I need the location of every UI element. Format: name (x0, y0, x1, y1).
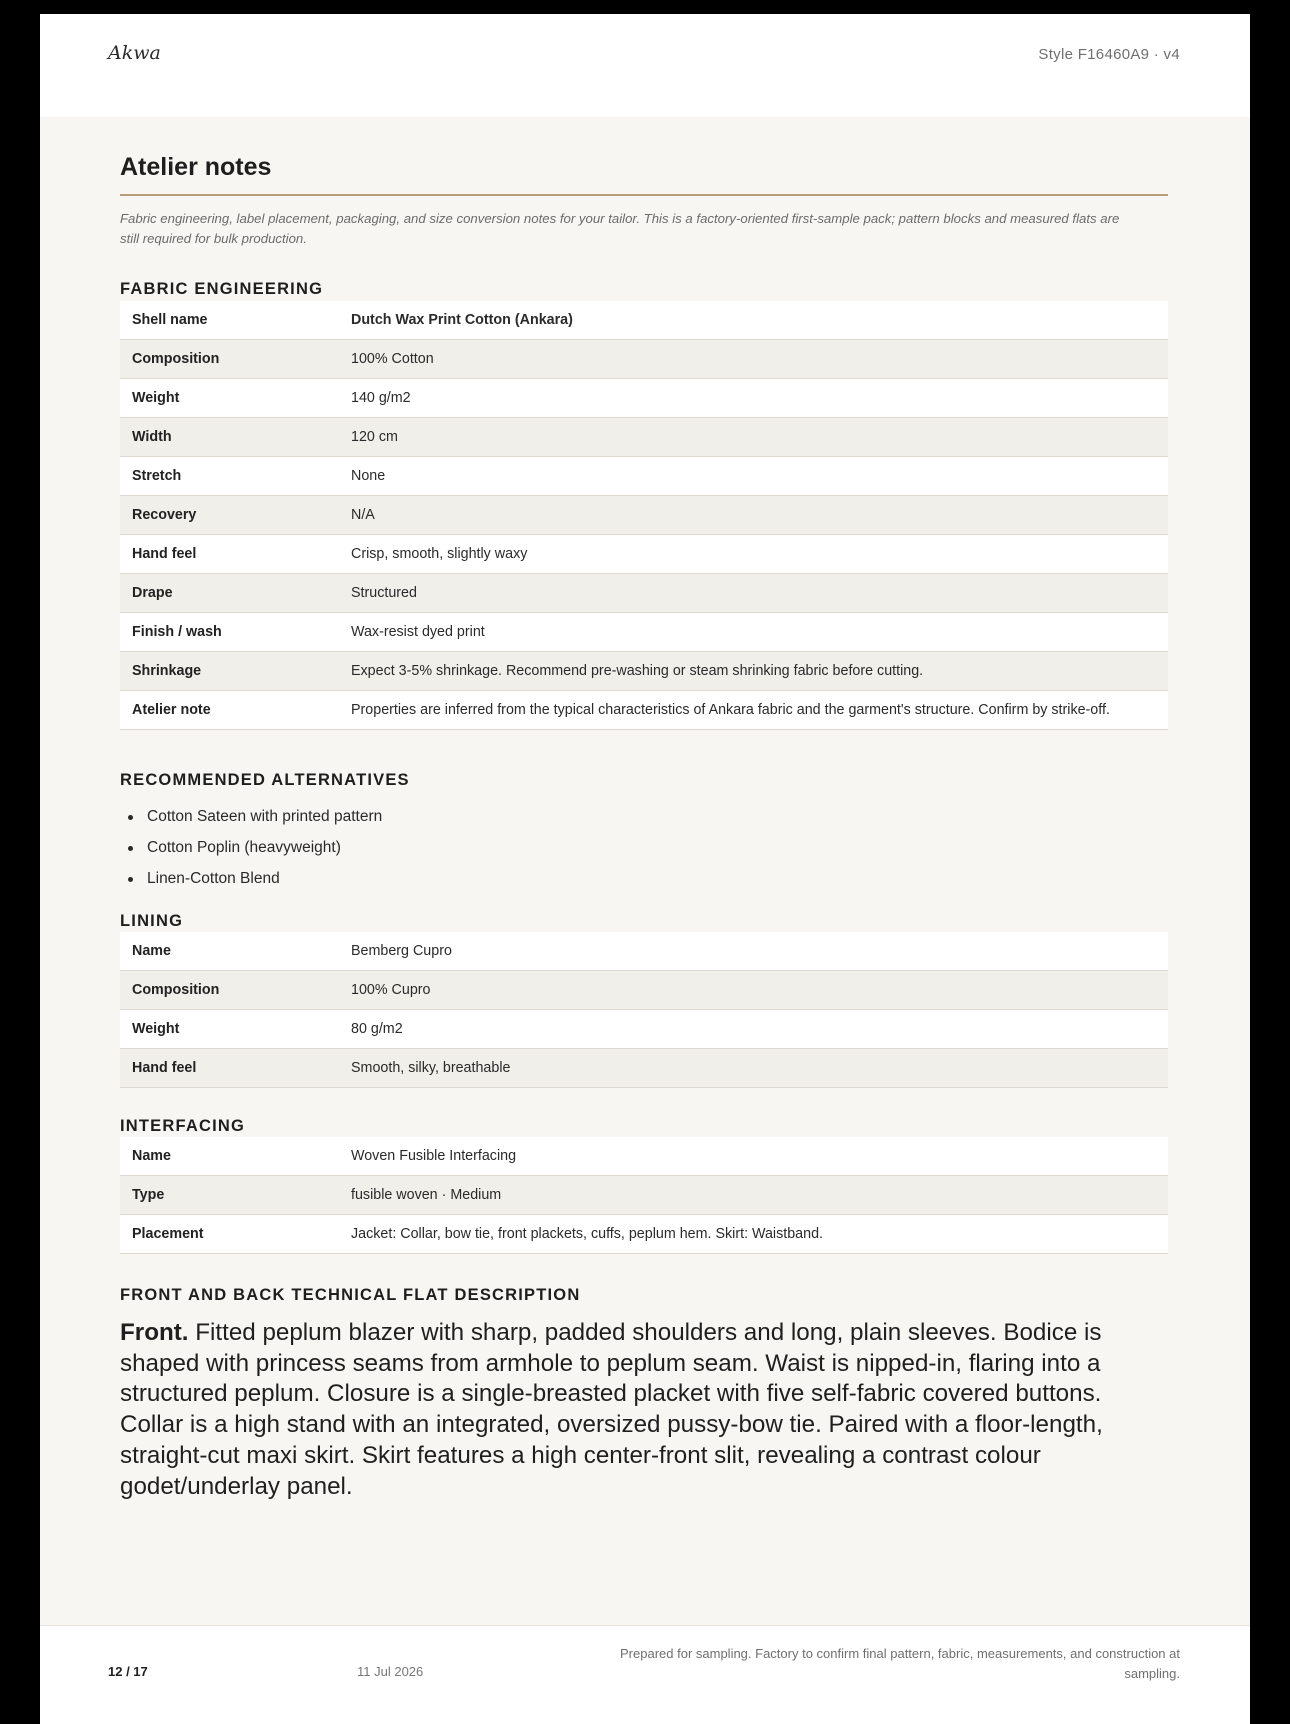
flat-lead: Front. (120, 1319, 189, 1346)
row-value: Properties are inferred from the typical characteristics of Ankara fabric and the garment's structure. Confirm by strike-off. (339, 691, 1168, 730)
row-key: Shell name (120, 301, 339, 340)
table-row (120, 457, 1168, 496)
row-value: 100% Cupro (339, 971, 1168, 1010)
footer-disclaimer: Prepared for sampling. Factory to confirm final pattern, fabric, measurements, and construction at sampling. (620, 1646, 1180, 1681)
table-row (120, 1176, 1168, 1215)
row-value: Wax-resist dyed print (339, 613, 1168, 652)
table-row (120, 1137, 1168, 1176)
interfacing-heading: INTERFACING (120, 1117, 246, 1135)
lining-table (120, 932, 1168, 1088)
row-value: N/A (339, 496, 1168, 535)
technical-flat-heading: FRONT AND BACK TECHNICAL FLAT DESCRIPTION (120, 1286, 581, 1304)
row-key: Hand feel (120, 1049, 339, 1088)
row-value: Bemberg Cupro (339, 932, 1168, 971)
row-value: Woven Fusible Interfacing (339, 1137, 1168, 1176)
row-key: Drape (120, 574, 339, 613)
row-key: Type (120, 1176, 339, 1215)
row-key: Stretch (120, 457, 339, 496)
row-key: Atelier note (120, 691, 339, 730)
row-key: Name (120, 1137, 339, 1176)
table-row (120, 971, 1168, 1010)
page-number: 12 / 17 (108, 1664, 148, 1679)
table-row (120, 652, 1168, 691)
table-row (120, 932, 1168, 971)
table-row (120, 1215, 1168, 1254)
row-key: Placement (120, 1215, 339, 1254)
row-value: Expect 3-5% shrinkage. Recommend pre-washing or steam shrinking fabric before cutting. (339, 652, 1168, 691)
document-date: 11 Jul 2026 (357, 1664, 424, 1679)
row-key: Name (120, 932, 339, 971)
row-value: 120 cm (339, 418, 1168, 457)
table-row (120, 1049, 1168, 1088)
row-value: 80 g/m2 (339, 1010, 1168, 1049)
row-value: fusible woven · Medium (339, 1176, 1168, 1215)
table-row (120, 301, 1168, 340)
table-row (120, 691, 1168, 730)
brand-logo-text: Akwa (108, 42, 161, 64)
lining-heading: LINING (120, 912, 184, 930)
row-value: Dutch Wax Print Cotton (Ankara) (339, 301, 1168, 340)
row-value: None (339, 457, 1168, 496)
row-key: Recovery (120, 496, 339, 535)
row-value: 140 g/m2 (339, 379, 1168, 418)
intro-note: Fabric engineering, label placement, packaging, and size conversion notes for your tailor. This is a factory-oriented first-sample pack; pattern blocks and measured flats are still required for bulk production. (120, 211, 1120, 246)
row-value: Jacket: Collar, bow tie, front plackets, cuffs, peplum hem. Skirt: Waistband. (339, 1215, 1168, 1254)
row-key: Finish / wash (120, 613, 339, 652)
page-title: Atelier notes (120, 153, 1168, 196)
fabric-engineering-table (120, 301, 1168, 730)
row-key: Width (120, 418, 339, 457)
page-footer (40, 1625, 1250, 1724)
table-row (120, 574, 1168, 613)
alternatives-list (120, 801, 720, 894)
table-row (120, 340, 1168, 379)
table-row (120, 1010, 1168, 1049)
document-page (40, 14, 1250, 1724)
page-header (40, 14, 1250, 117)
style-code: Style F16460A9 · v4 (1038, 46, 1180, 63)
table-row (120, 496, 1168, 535)
row-value: Structured (339, 574, 1168, 613)
row-value: Crisp, smooth, slightly waxy (339, 535, 1168, 574)
row-key: Composition (120, 340, 339, 379)
row-key: Weight (120, 1010, 339, 1049)
list-item: Cotton Poplin (heavyweight) (120, 832, 720, 863)
technical-flat-description (120, 1318, 1168, 1502)
row-key: Weight (120, 379, 339, 418)
table-row (120, 535, 1168, 574)
table-row (120, 613, 1168, 652)
table-row (120, 418, 1168, 457)
flat-text: Fitted peplum blazer with sharp, padded shoulders and long, plain sleeves. Bodice is shaped with princess seams from armhole to peplum seam. Waist is nipped-in, flaring into a structured peplum. Closure is a single-breasted placket with five self-fabric covered buttons. Collar is a high stand with an integrated, oversized pussy-bow tie. Paired with a floor-length, straight-cut maxi skirt. Skirt features a high center-front slit, revealing a contrast colour godet/underlay panel. (120, 1319, 1103, 1500)
row-value: 100% Cotton (339, 340, 1168, 379)
fabric-engineering-heading: FABRIC ENGINEERING (120, 280, 324, 298)
row-value: Smooth, silky, breathable (339, 1049, 1168, 1088)
list-item: Cotton Sateen with printed pattern (120, 801, 720, 832)
row-key: Shrinkage (120, 652, 339, 691)
row-key: Hand feel (120, 535, 339, 574)
list-item: Linen-Cotton Blend (120, 863, 720, 894)
recommended-alternatives-heading: RECOMMENDED ALTERNATIVES (120, 771, 410, 789)
table-row (120, 379, 1168, 418)
row-key: Composition (120, 971, 339, 1010)
interfacing-table (120, 1137, 1168, 1254)
